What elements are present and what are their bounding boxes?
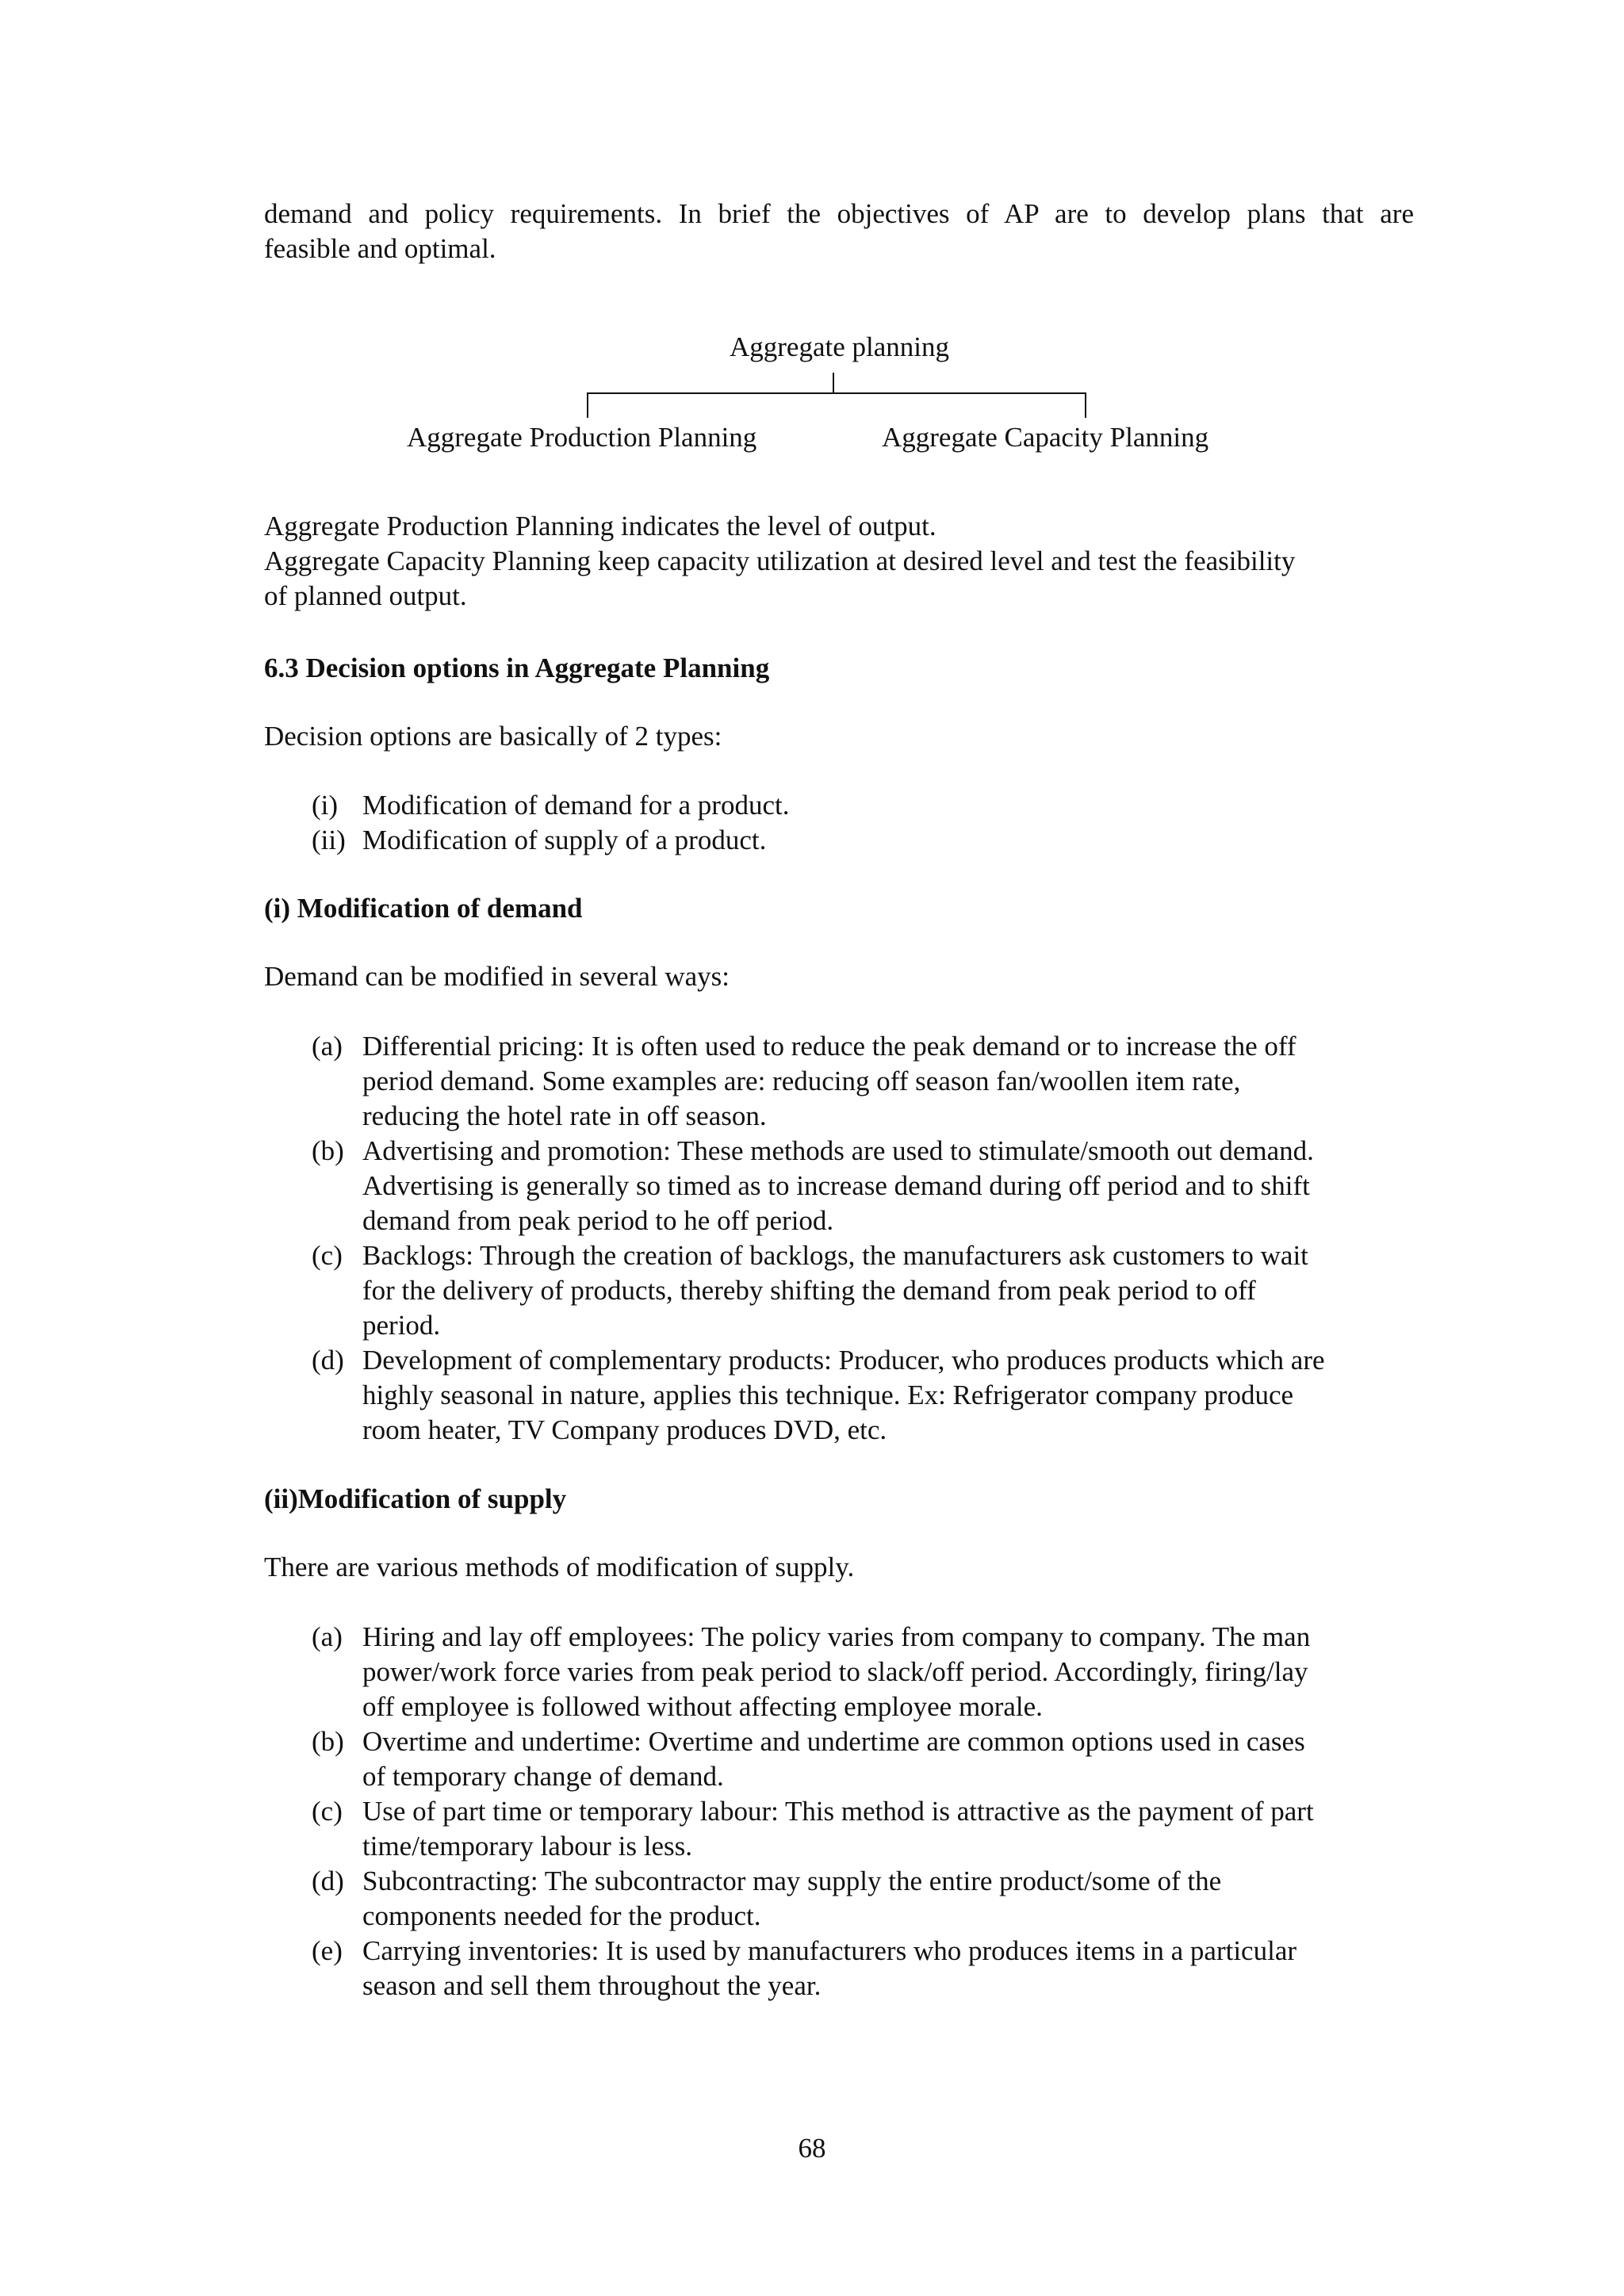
list-marker: (b)	[312, 1135, 344, 1166]
diagram-left-child-label: Aggregate Production Planning	[407, 422, 757, 453]
diagram-root-label: Aggregate planning	[730, 331, 949, 362]
list-marker: (i)	[312, 790, 339, 821]
list-item-text	[362, 1620, 1414, 1724]
list-marker: (c)	[312, 1240, 343, 1271]
intro-paragraph	[264, 197, 1414, 266]
diagram-horizontal-connector	[587, 392, 1086, 394]
section-6-3-intro: Decision options are basically of 2 types:	[264, 721, 722, 752]
list-item-text	[362, 1343, 1414, 1448]
list-marker: (d)	[312, 1866, 344, 1896]
definition-line-1: Aggregate Production Planning indicates the level of output.	[264, 511, 936, 541]
list-marker: (e)	[312, 1935, 343, 1966]
list-item-line: off employee is followed without affecting employee morale.	[362, 1691, 1043, 1722]
list-item	[264, 1238, 1414, 1343]
demand-intro: Demand can be modified in several ways:	[264, 961, 730, 992]
list-item-line: Overtime and undertime: Overtime and undertime are common options used in cases	[362, 1726, 1305, 1757]
definitions-paragraph	[264, 509, 1414, 614]
list-item-line: Use of part time or temporary labour: This method is attractive as the payment of part	[362, 1796, 1314, 1827]
list-marker: (d)	[312, 1345, 344, 1376]
list-item	[264, 1864, 1414, 1934]
list-item-line: Subcontracting: The subcontractor may supply the entire product/some of the	[362, 1866, 1222, 1896]
supply-intro: There are various methods of modification of supply.	[264, 1552, 855, 1582]
list-marker: (c)	[312, 1796, 343, 1827]
list-item	[264, 823, 1414, 858]
list-item-line: reducing the hotel rate in off season.	[362, 1100, 767, 1131]
list-item-line: Backlogs: Through the creation of backlogs, the manufacturers ask customers to wait	[362, 1240, 1308, 1271]
list-item-line: highly seasonal in nature, applies this technique. Ex: Refrigerator company produce	[362, 1380, 1294, 1410]
list-item	[264, 1724, 1414, 1794]
list-item-text	[362, 1134, 1414, 1238]
list-item-line: of temporary change of demand.	[362, 1761, 724, 1792]
list-item-line: demand from peak period to he off period.	[362, 1205, 834, 1236]
list-item-line: Advertising is generally so timed as to increase demand during off period and to shift	[362, 1170, 1310, 1201]
list-item	[264, 788, 1414, 823]
list-item-text: Modification of supply of a product.	[362, 825, 767, 855]
list-item-text	[362, 1864, 1414, 1934]
list-item	[264, 1343, 1414, 1448]
demand-methods-list	[264, 1029, 1414, 1448]
supply-methods-list	[264, 1620, 1414, 2003]
intro-line-2: feasible and optimal.	[264, 233, 496, 264]
list-marker: (ii)	[312, 825, 346, 855]
demand-heading: (i) Modification of demand	[264, 893, 583, 924]
list-item-text	[362, 1724, 1414, 1794]
list-item-text: Modification of demand for a product.	[362, 790, 790, 821]
supply-heading	[264, 1482, 1414, 1517]
list-item-text	[362, 1934, 1414, 2003]
list-item-line: time/temporary labour is less.	[362, 1831, 693, 1862]
list-item	[264, 1794, 1414, 1864]
page-number: 68	[798, 2133, 826, 2164]
list-item-line: period.	[362, 1310, 441, 1341]
list-item-line: period demand. Some examples are: reducing off season fan/woollen item rate,	[362, 1066, 1241, 1096]
list-item	[264, 1134, 1414, 1238]
diagram-root-connector	[833, 373, 834, 393]
diagram-left-connector	[587, 392, 588, 418]
list-item-line: Carrying inventories: It is used by manufacturers who produces items in a particular	[362, 1935, 1297, 1966]
list-marker: (a)	[312, 1621, 343, 1652]
decision-types-list	[264, 788, 1414, 858]
definition-line-3: of planned output.	[264, 580, 467, 611]
list-marker: (b)	[312, 1726, 344, 1757]
section-heading-6-3: 6.3 Decision options in Aggregate Planning	[264, 652, 770, 683]
list-item	[264, 1934, 1414, 2003]
diagram-right-connector	[1085, 392, 1086, 418]
supply-heading-marker: (ii)	[264, 1483, 298, 1514]
list-item-text	[362, 1238, 1414, 1343]
list-item-text	[362, 1029, 1414, 1134]
list-item-line: season and sell them throughout the year.	[362, 1970, 822, 2001]
list-item-text	[362, 1794, 1414, 1864]
list-item-line: Hiring and lay off employees: The policy varies from company to company. The man	[362, 1621, 1311, 1652]
supply-heading-text: Modification of supply	[297, 1483, 567, 1514]
intro-line-1: demand and policy requirements. In brief the objectives of AP are to develop plans that are	[264, 198, 1414, 229]
diagram-right-child-label: Aggregate Capacity Planning	[882, 422, 1209, 453]
definition-line-2: Aggregate Capacity Planning keep capacity utilization at desired level and test the feasibility	[264, 545, 1296, 576]
list-item-line: power/work force varies from peak period to slack/off period. Accordingly, firing/lay	[362, 1656, 1308, 1687]
list-item-line: Differential pricing: It is often used to reduce the peak demand or to increase the off	[362, 1031, 1297, 1062]
list-item-line: room heater, TV Company produces DVD, etc.	[362, 1414, 887, 1445]
list-item-line: Development of complementary products: Producer, who produces products which are	[362, 1345, 1325, 1376]
list-item-line: Advertising and promotion: These methods are used to stimulate/smooth out demand.	[362, 1135, 1314, 1166]
list-marker: (a)	[312, 1031, 343, 1062]
list-item-line: for the delivery of products, thereby shifting the demand from peak period to off	[362, 1275, 1256, 1306]
list-item-line: components needed for the product.	[362, 1900, 761, 1931]
list-item	[264, 1029, 1414, 1134]
list-item	[264, 1620, 1414, 1724]
